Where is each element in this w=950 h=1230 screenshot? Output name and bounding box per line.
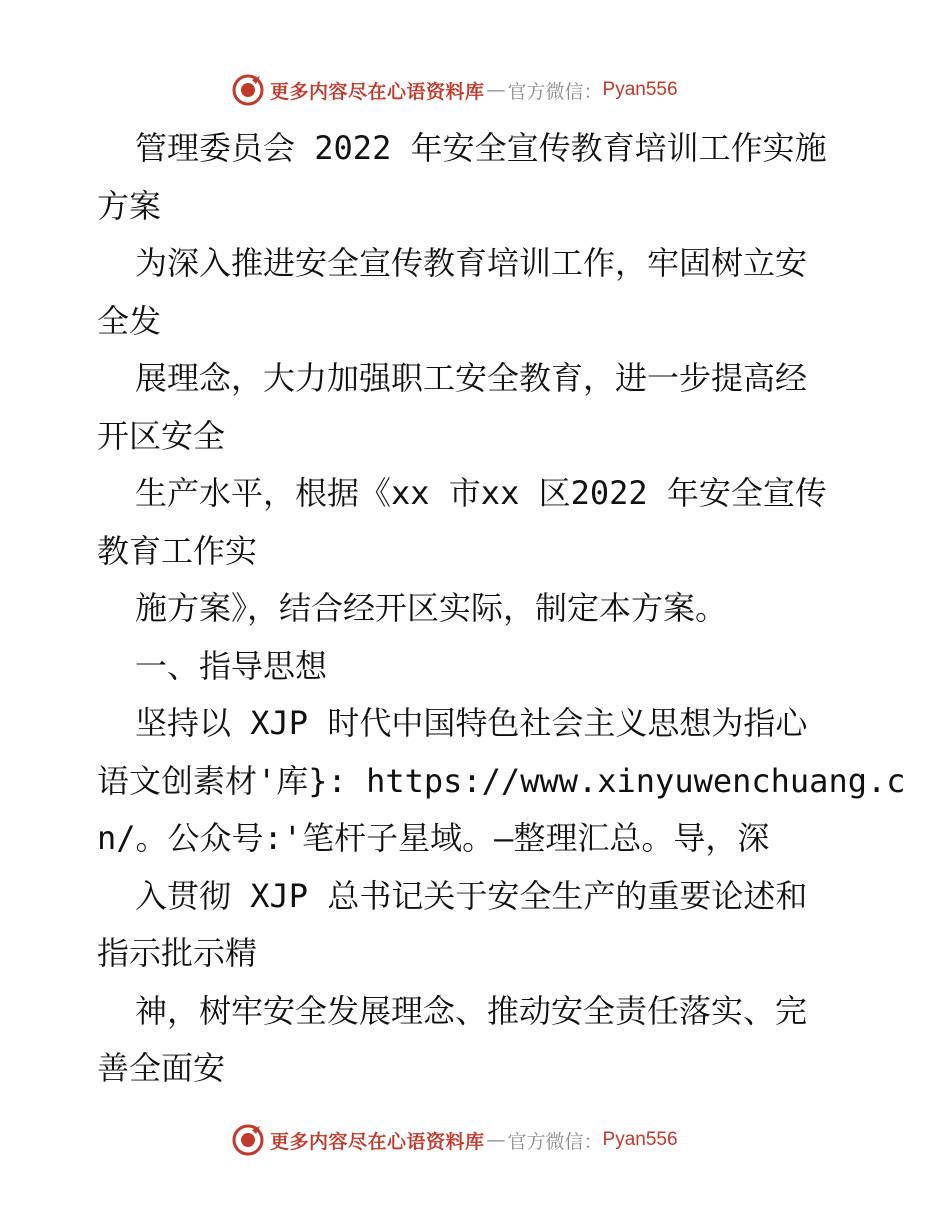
text-line: 教育工作实 bbox=[97, 531, 258, 570]
footer-site-text: 更多内容尽在心语资料库 bbox=[270, 1130, 485, 1153]
text-line: 方案 bbox=[97, 186, 162, 225]
header-dash: — bbox=[486, 79, 506, 101]
text-line: 语文创素材'库}: https://www.xinyuwenchuang.c bbox=[97, 761, 906, 800]
text-line: 生产水平，根据《xx 市xx 区2022 年安全宣传 bbox=[135, 474, 827, 512]
footer-dash: — bbox=[486, 1129, 506, 1151]
document-body bbox=[97, 120, 906, 1098]
text-line: 指示批示精 bbox=[97, 934, 258, 972]
text-line: 全发 bbox=[97, 301, 162, 340]
text-line: 为深入推进安全宣传教育培训工作，牢固树立安 bbox=[135, 244, 808, 282]
text-line: 入贯彻 XJP 总书记关于安全生产的重要论述和 bbox=[135, 876, 808, 915]
section-heading: 一、指导思想 bbox=[135, 646, 328, 685]
brand-logo-icon bbox=[232, 74, 264, 106]
footer-wechat-label: 官方微信： bbox=[507, 1130, 603, 1153]
footer-banner bbox=[232, 1120, 752, 1160]
text-line: 管理委员会 2022 年安全宣传教育培训工作实施 bbox=[135, 129, 827, 167]
text-line: 施方案》，结合经开区实际，制定本方案。 bbox=[135, 589, 728, 627]
text-line: 神，树牢安全发展理念、推动安全责任落实、完 bbox=[135, 991, 808, 1030]
header-wechat-id: Pyan556 bbox=[602, 79, 678, 100]
text-line: 展理念，大力加强职工安全教育，进一步提高经 bbox=[135, 359, 808, 397]
footer-wechat-id: Pyan556 bbox=[602, 1129, 678, 1150]
text-line: 坚持以 XJP 时代中国特色社会主义思想为指心 bbox=[135, 704, 808, 742]
text-line: 善全面安 bbox=[97, 1049, 226, 1087]
text-line: n/。公众号:'笔杆子星域。—整理汇总。导，深 bbox=[97, 819, 770, 857]
header-wechat-label: 官方微信： bbox=[507, 80, 603, 103]
text-line: 开区安全 bbox=[97, 416, 226, 455]
header-banner bbox=[232, 70, 752, 110]
header-site-text: 更多内容尽在心语资料库 bbox=[270, 80, 485, 103]
brand-logo-icon bbox=[232, 1124, 264, 1156]
